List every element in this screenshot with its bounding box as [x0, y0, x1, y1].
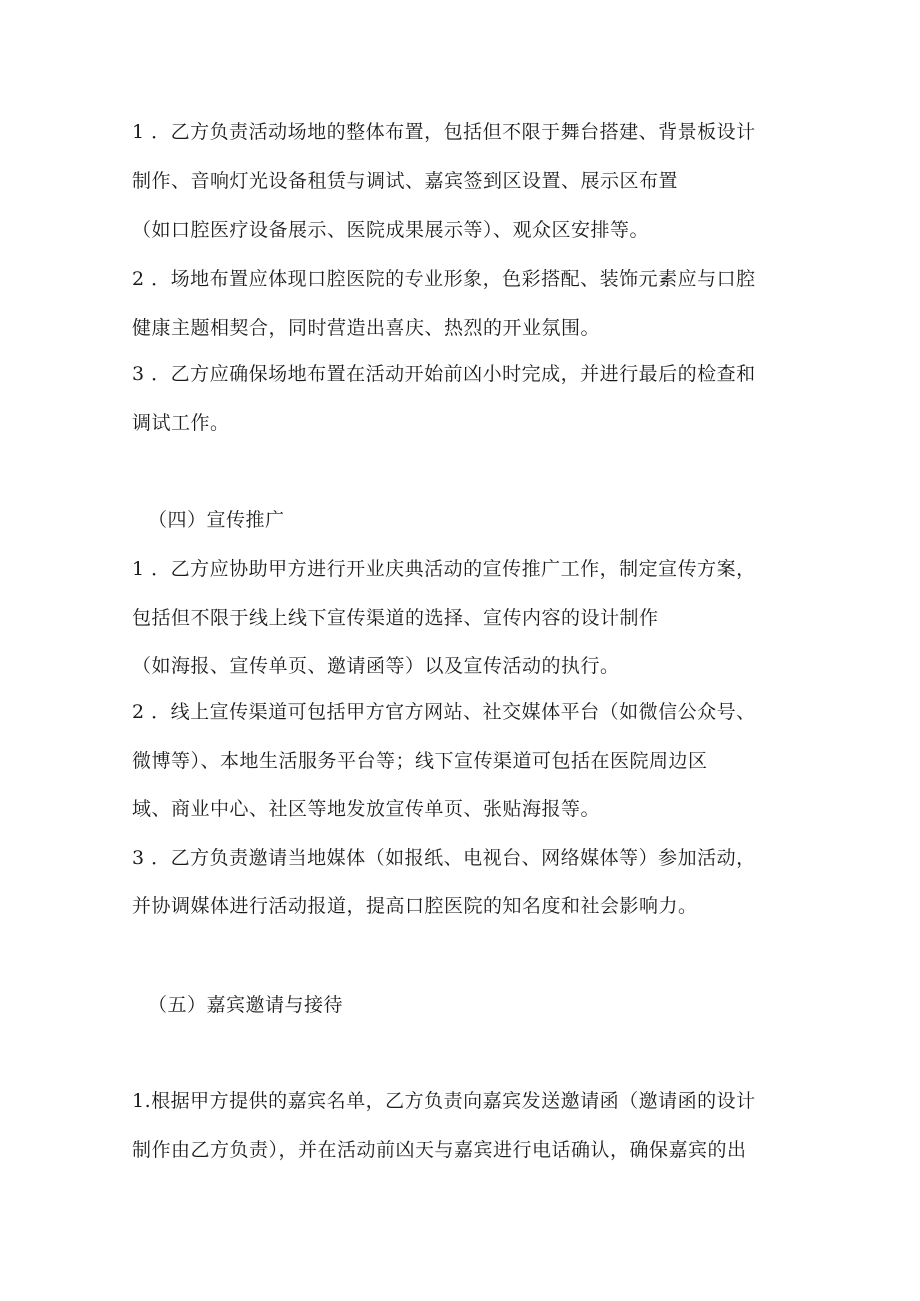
promotion-item1-line3: （如海报、宣传单页、邀请函等）以及宣传活动的执行。	[132, 655, 620, 677]
promotion-item1-line1: 1 ．乙方应协助甲方进行开业庆典活动的宣传推广工作，制定宣传方案，	[132, 558, 756, 580]
promotion-item2-line1: 2 ．线上宣传渠道可包括甲方官方网站、社交媒体平台（如微信公众号、	[132, 701, 756, 723]
venue-item3-line2: 调试工作。	[132, 412, 230, 434]
promotion-item3-line2: 并协调媒体进行活动报道，提高口腔医院的知名度和社会影响力。	[132, 895, 698, 917]
promotion-item2-line3: 域、商业中心、社区等地发放宣传单页、张贴海报等。	[132, 798, 601, 820]
venue-item2-line1: 2 ．场地布置应体现口腔医院的专业形象，色彩搭配、装饰元素应与口腔	[132, 268, 756, 290]
venue-item1-line2: 制作、音响灯光设备租赁与调试、嘉宾签到区设置、展示区布置	[132, 170, 679, 192]
venue-item2-line2: 健康主题相契合，同时营造出喜庆、热烈的开业氛围。	[132, 317, 601, 339]
promotion-item1-line2: 包括但不限于线上线下宣传渠道的选择、宣传内容的设计制作	[132, 607, 659, 629]
guests-heading: （五）嘉宾邀请与接待	[148, 994, 344, 1016]
venue-item1-line3: （如口腔医疗设备展示、医院成果展示等）、观众区安排等。	[132, 219, 650, 241]
promotion-item3-line1: 3 ．乙方负责邀请当地媒体（如报纸、电视台、网络媒体等）参加活动，	[132, 847, 756, 869]
guests-item1-line2: 制作由乙方负责），并在活动前凶天与嘉宾进行电话确认，确保嘉宾的出	[132, 1139, 747, 1161]
promotion-heading: （四）宣传推广	[148, 509, 285, 531]
promotion-item2-line2: 微博等）、本地生活服务平台等；线下宣传渠道可包括在医院周边区	[132, 750, 708, 772]
guests-item1-line1: 1.根据甲方提供的嘉宾名单，乙方负责向嘉宾发送邀请函（邀请函的设计	[132, 1090, 756, 1112]
venue-item3-line1: 3 ．乙方应确保场地布置在活动开始前凶小时完成，并进行最后的检查和	[132, 363, 756, 385]
venue-item1-line1: 1 ．乙方负责活动场地的整体布置，包括但不限于舞台搭建、背景板设计	[132, 121, 756, 143]
